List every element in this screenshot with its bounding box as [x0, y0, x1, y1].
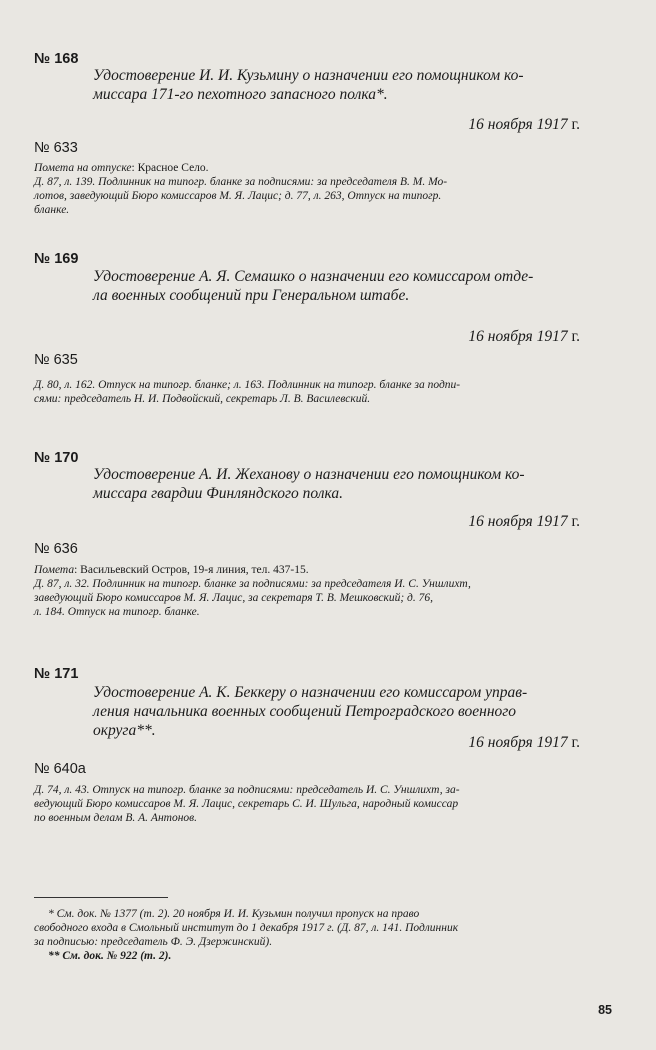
footnote: [34, 907, 614, 949]
title-line: Удостоверение А. Я. Семашко о назначении его комиссаром отде-: [93, 268, 534, 285]
mark-line: [34, 161, 606, 175]
reg-number: № 636: [34, 541, 78, 557]
footnote-line: свободного входа в Смольный институт до 1 декабря 1917 г. (Д. 87, л. 141. Подлинник: [34, 922, 459, 934]
archive-line: Д. 74, л. 43. Отпуск на типогр. бланке за подписями: председатель И. С. Уншлихт, за-: [34, 784, 460, 796]
date-text: 16 ноября 1917: [468, 116, 568, 133]
archive-note: [34, 563, 606, 619]
reg-number: № 640а: [34, 761, 86, 777]
doc-number: № 171: [34, 666, 79, 682]
mark-label: Помета: [34, 564, 75, 576]
title-line: Удостоверение А. И. Жеханову о назначении его помощником ко-: [93, 466, 525, 483]
archive-note: [34, 378, 606, 406]
archive-note: [34, 783, 606, 825]
footnote-line: ** См. док. № 922 (т. 2).: [48, 950, 172, 962]
page-number: 85: [598, 1003, 612, 1017]
doc-date: [468, 734, 580, 752]
doc-title: [93, 66, 603, 104]
doc-title: [93, 267, 603, 305]
title-line: ления начальника военных сообщений Петроградского военного: [93, 703, 517, 720]
title-line: округа**.: [93, 722, 156, 739]
doc-date: [468, 513, 580, 531]
archive-line: Д. 87, л. 139. Подлинник на типогр. бланке за подписями: за председателя В. М. Мо-: [34, 176, 448, 188]
doc-number: № 168: [34, 51, 79, 67]
title-line: Удостоверение А. К. Беккеру о назначении его комиссаром управ-: [93, 684, 528, 701]
title-line: Удостоверение И. И. Кузьмину о назначении его помощником ко-: [93, 67, 524, 84]
archive-line: по военным делам В. А. Антонов.: [34, 812, 198, 824]
date-suffix: г.: [571, 734, 580, 751]
archive-line: Д. 87, л. 32. Подлинник на типогр. бланке за подписями: за председателя И. С. Уншлихт,: [34, 578, 471, 590]
footnote: [34, 949, 628, 963]
date-suffix: г.: [571, 116, 580, 133]
mark-line: [34, 563, 606, 577]
date-text: 16 ноября 1917: [468, 734, 568, 751]
archive-line: бланке.: [34, 204, 70, 216]
archive-line: заведующий Бюро комиссаров М. Я. Лацис, за секретаря Т. В. Мешковский; д. 76,: [34, 592, 433, 604]
title-line: миссара 171-го пехотного запасного полка*.: [93, 86, 388, 103]
footnote-divider: [34, 897, 168, 898]
doc-date: [468, 116, 580, 134]
doc-title: [93, 683, 603, 740]
reg-number: № 633: [34, 140, 78, 156]
date-text: 16 ноября 1917: [468, 513, 568, 530]
reg-number: № 635: [34, 352, 78, 368]
date-suffix: г.: [571, 328, 580, 345]
archive-note: [34, 161, 606, 217]
title-line: ла военных сообщений при Генеральном штабе.: [93, 287, 410, 304]
doc-date: [468, 328, 580, 346]
mark-value: : Васильевский Остров, 19-я линия, тел. 437-15.: [74, 564, 309, 576]
archive-line: Д. 80, л. 162. Отпуск на типогр. бланке; л. 163. Подлинник на типогр. бланке за подпи-: [34, 379, 461, 391]
archive-line: лотов, заведующий Бюро комиссаров М. Я. Лацис; д. 77, л. 263, Отпуск на типогр.: [34, 190, 442, 202]
date-text: 16 ноября 1917: [468, 328, 568, 345]
archive-line: сями: председатель Н. И. Подвойский, секретарь Л. В. Василевский.: [34, 393, 371, 405]
date-suffix: г.: [571, 513, 580, 530]
archive-line: ведующий Бюро комиссаров М. Я. Лацис, секретарь С. И. Шульга, народный комиссар: [34, 798, 459, 810]
archive-line: л. 184. Отпуск на типогр. бланке.: [34, 606, 200, 618]
footnote-line: за подписью: председатель Ф. Э. Дзержинский).: [34, 936, 273, 948]
mark-label: Помета на отпуске: [34, 162, 132, 174]
doc-number: № 169: [34, 251, 79, 267]
mark-value: : Красное Село.: [131, 162, 209, 174]
footnote-line: * См. док. № 1377 (т. 2). 20 ноября И. И. Кузьмин получил пропуск на право: [48, 908, 420, 920]
title-line: миссара гвардии Финляндского полка.: [93, 485, 344, 502]
doc-number: № 170: [34, 450, 79, 466]
doc-title: [93, 465, 603, 503]
